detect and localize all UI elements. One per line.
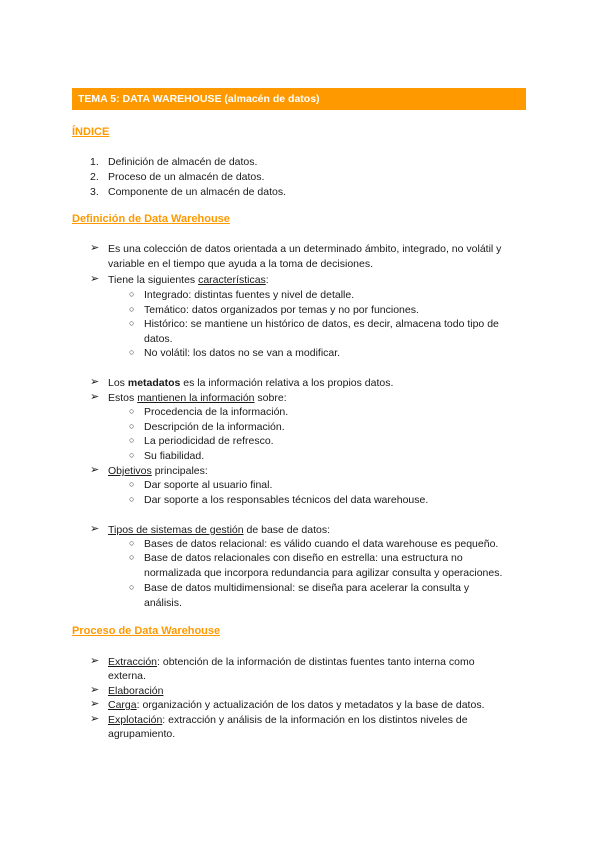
arrow-bullet-icon: ➢ [90,391,100,403]
def-p1-line2: variable en el tiempo que ayuda a la toma de decisiones. [108,258,374,270]
process-heading: Proceso de Data Warehouse [72,625,221,637]
char-historico-line1: Histórico: se mantiene un histórico de datos, es decir, almacena todo tipo de [144,318,499,330]
obj-item-1: Dar soporte al usuario final. [144,479,273,491]
circle-bullet-icon: ○ [129,347,135,357]
def-p1-line1: Es una colección de datos orientada a un determinado ámbito, integrado, no volátil y [108,243,502,255]
circle-bullet-icon: ○ [129,494,135,504]
char-tematico: Temático: datos organizados por temas y no por funciones. [144,304,419,316]
def-p2 [108,273,269,288]
proc-desc-load: : organización y actualización de los datos y metadatos y la base de datos. [136,699,485,711]
arrow-bullet-icon: ➢ [90,464,100,476]
arrow-bullet-icon: ➢ [90,684,100,696]
proc-exploitation-line2: agrupamiento. [108,728,176,740]
keep-item-1: Procedencia de la información. [144,406,289,418]
meta-bold: metadatos [127,377,181,389]
proc-term-extraction: Extracción [108,656,158,668]
proc-term-elaboration: Elaboración [108,685,164,697]
index-num-2: 2. [90,171,99,183]
type-multidim-line2: análisis. [144,597,182,609]
proc-desc-extraction: : obtención de la información de distintas fuentes tanto interna como [157,656,475,668]
arrow-bullet-icon: ➢ [90,713,100,725]
proc-term-exploitation: Explotación [108,714,163,726]
index-text-3: Componente de un almacén de datos. [108,186,287,198]
type-multidim-line1: Base de datos multidimensional: se diseña para acelerar la consulta y [144,582,470,594]
arrow-bullet-icon: ➢ [90,698,100,710]
index-text-2: Proceso de un almacén de datos. [108,171,265,183]
type-star-line2: normalizada que incorpora redundancia para agilizar consulta y operaciones. [144,567,503,579]
circle-bullet-icon: ○ [129,406,135,416]
index-heading: ÍNDICE [72,126,110,138]
circle-bullet-icon: ○ [129,450,135,460]
def-keep [108,391,287,406]
keep-pre: Estos [108,392,138,404]
circle-bullet-icon: ○ [129,479,135,489]
arrow-bullet-icon: ➢ [90,523,100,535]
def-types [108,523,330,538]
meta-post: es la información relativa a los propios datos. [180,377,394,389]
proc-exploitation [108,713,468,728]
obj-post: principales: [151,465,208,477]
arrow-bullet-icon: ➢ [90,273,100,285]
circle-bullet-icon: ○ [129,552,135,562]
circle-bullet-icon: ○ [129,538,135,548]
proc-extraction [108,655,475,670]
def-p2-post: : [265,274,269,286]
meta-pre: Los [108,377,128,389]
char-no-volatil: No volátil: los datos no se van a modificar. [144,347,341,359]
obj-item-2: Dar soporte a los responsables técnicos del data warehouse. [144,494,429,506]
type-star-line1: Base de datos relacionales con diseño en estrella: una estructura no [144,552,463,564]
circle-bullet-icon: ○ [129,582,135,592]
char-integrado: Integrado: distintas fuentes y nivel de detalle. [144,289,355,301]
topic-banner: TEMA 5: DATA WAREHOUSE (almacén de datos) [72,88,526,110]
arrow-bullet-icon: ➢ [90,655,100,667]
def-metadata [108,376,393,391]
circle-bullet-icon: ○ [129,304,135,314]
types-underlined: Tipos de sistemas de gestión [108,524,244,536]
index-text-1: Definición de almacén de datos. [108,156,258,168]
index-num-3: 3. [90,186,99,198]
char-historico-line2: datos. [144,333,173,345]
index-item-1 [90,155,257,170]
proc-load [108,698,484,713]
proc-term-load: Carga [108,699,137,711]
type-relational: Bases de datos relacional: es válido cuando el data warehouse es pequeño. [144,538,499,550]
circle-bullet-icon: ○ [129,421,135,431]
arrow-bullet-icon: ➢ [90,376,100,388]
types-post: de base de datos: [243,524,331,536]
proc-elaboration [108,684,163,699]
def-objectives [108,464,208,479]
circle-bullet-icon: ○ [129,435,135,445]
keep-item-4: Su fiabilidad. [144,450,205,462]
keep-item-2: Descripción de la información. [144,421,285,433]
proc-extraction-line2: externa. [108,670,146,682]
def-p2-underlined: características [198,274,266,286]
obj-underlined: Objetivos [108,465,152,477]
def-p2-pre: Tiene la siguientes [108,274,199,286]
proc-desc-exploitation: : extracción y análisis de la información en los distintos niveles de [162,714,468,726]
circle-bullet-icon: ○ [129,289,135,299]
keep-post: sobre: [254,392,287,404]
keep-item-3: La periodicidad de refresco. [144,435,274,447]
index-num-1: 1. [90,156,99,168]
definition-heading: Definición de Data Warehouse [72,213,230,225]
circle-bullet-icon: ○ [129,318,135,328]
arrow-bullet-icon: ➢ [90,242,100,254]
index-item-3 [90,185,286,200]
index-item-2 [90,170,264,185]
keep-underlined: mantienen la información [137,392,255,404]
